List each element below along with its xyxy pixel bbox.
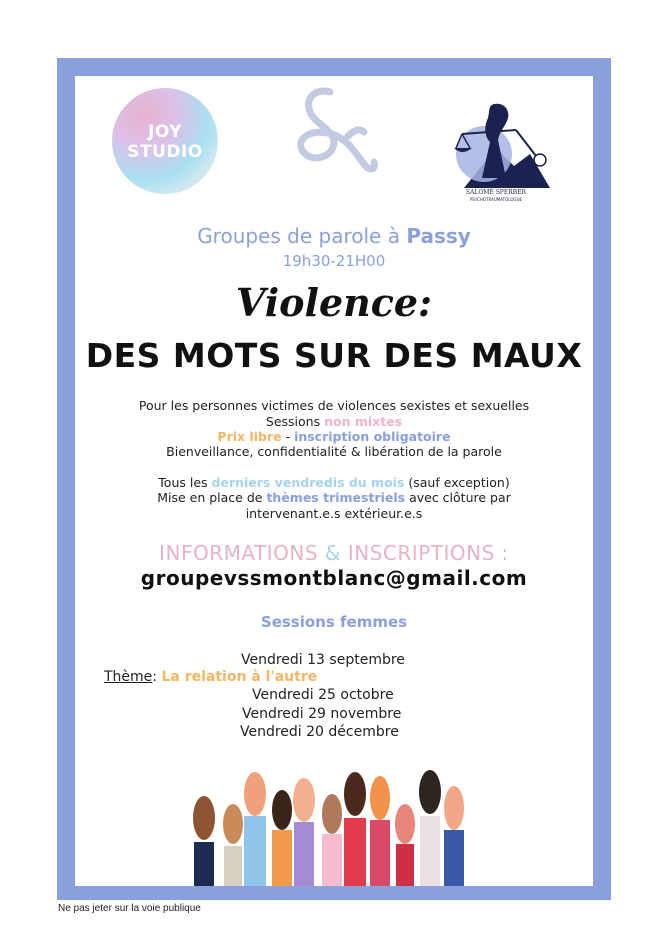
hand <box>272 790 292 830</box>
hand-arm <box>194 842 214 886</box>
hand-arm <box>344 818 366 886</box>
joy-studio-logo <box>112 88 218 194</box>
raised-hands-illustration <box>186 770 480 886</box>
info-line-5-suffix: (sauf exception) <box>404 475 510 490</box>
info-line-5 <box>75 475 593 491</box>
themes-trimestriels: thèmes trimestriels <box>266 490 406 505</box>
joy-logo-line1: JOY <box>148 122 182 142</box>
derniers-vendredis: derniers vendredis du mois <box>211 475 405 490</box>
subtitle-place: Passy <box>406 224 471 248</box>
contact-label-a: INFORMATIONS <box>159 541 325 565</box>
contact-label-b: INSCRIPTIONS : <box>341 541 509 565</box>
hand-arm <box>272 830 292 886</box>
info-line-6-suffix: avec clôture par <box>405 490 511 505</box>
inscription-obligatoire: inscription obligatoire <box>294 429 451 444</box>
hand <box>370 776 390 820</box>
info-line-2 <box>75 414 593 430</box>
ampersand-icon <box>290 84 380 184</box>
session-date-3: Vendredi 29 novembre <box>242 706 402 722</box>
hand <box>344 772 366 816</box>
hand <box>419 770 441 814</box>
hand <box>244 772 266 816</box>
title-script: Violence: <box>235 280 433 325</box>
contact-label-amp: & <box>324 541 342 565</box>
non-mixtes-highlight: non mixtes <box>324 414 403 429</box>
info-line-6-prefix: Mise en place de <box>157 490 267 505</box>
info-line-7: intervenant.e.s extérieur.e.s <box>245 506 423 521</box>
hand-arm <box>244 816 266 886</box>
info-line-4: Bienveillance, confidentialité & libération de la parole <box>166 444 502 459</box>
theme-label: Thème <box>104 669 153 685</box>
info-line-6 <box>75 490 593 506</box>
sessions-heading: Sessions femmes <box>260 613 408 631</box>
hand-arm <box>224 846 242 886</box>
hand <box>322 794 342 834</box>
footer-note: Ne pas jeter sur la voie publique <box>58 903 201 914</box>
contact-label <box>75 541 593 565</box>
theme-value: La relation à l'autre <box>161 669 318 685</box>
session-date-4: Vendredi 20 décembre <box>240 724 399 740</box>
hand <box>193 796 215 840</box>
hand <box>223 804 243 844</box>
hand-arm <box>420 816 440 886</box>
info-line-3 <box>75 429 593 445</box>
info-line-1: Pour les personnes victimes de violences sexistes et sexuelles <box>138 398 530 413</box>
hand-arm <box>370 820 390 886</box>
hand <box>395 804 415 844</box>
session-date-1: Vendredi 13 septembre <box>241 652 405 668</box>
hours: 19h30-21H00 <box>282 252 386 270</box>
info-line-2-prefix: Sessions <box>265 414 325 429</box>
subtitle-prefix: Groupes de parole à <box>197 224 407 248</box>
info-line-5-prefix: Tous les <box>158 475 212 490</box>
hand-arm <box>294 822 314 886</box>
subtitle <box>75 224 593 248</box>
session-date-2: Vendredi 25 octobre <box>252 687 394 703</box>
info-sep: - <box>281 429 295 444</box>
hand <box>444 786 464 830</box>
main-title: DES MOTS SUR DES MAUX <box>85 336 583 375</box>
hand <box>293 778 315 822</box>
psy-role-text: PSYCHOTRAUMATOLOGUE <box>469 197 523 202</box>
hand-arm <box>322 834 342 886</box>
theme-colon: : <box>152 669 162 685</box>
justice-logo <box>444 96 556 206</box>
hand-arm <box>444 830 464 886</box>
prix-libre: Prix libre <box>217 429 282 444</box>
session-theme <box>104 669 317 685</box>
contact-email[interactable]: groupevssmontblanc@gmail.com <box>140 566 528 590</box>
hand-arm <box>396 844 414 886</box>
joy-logo-line2: STUDIO <box>127 142 203 162</box>
psy-name-text: SALOMÉ SPERBER <box>465 189 527 196</box>
